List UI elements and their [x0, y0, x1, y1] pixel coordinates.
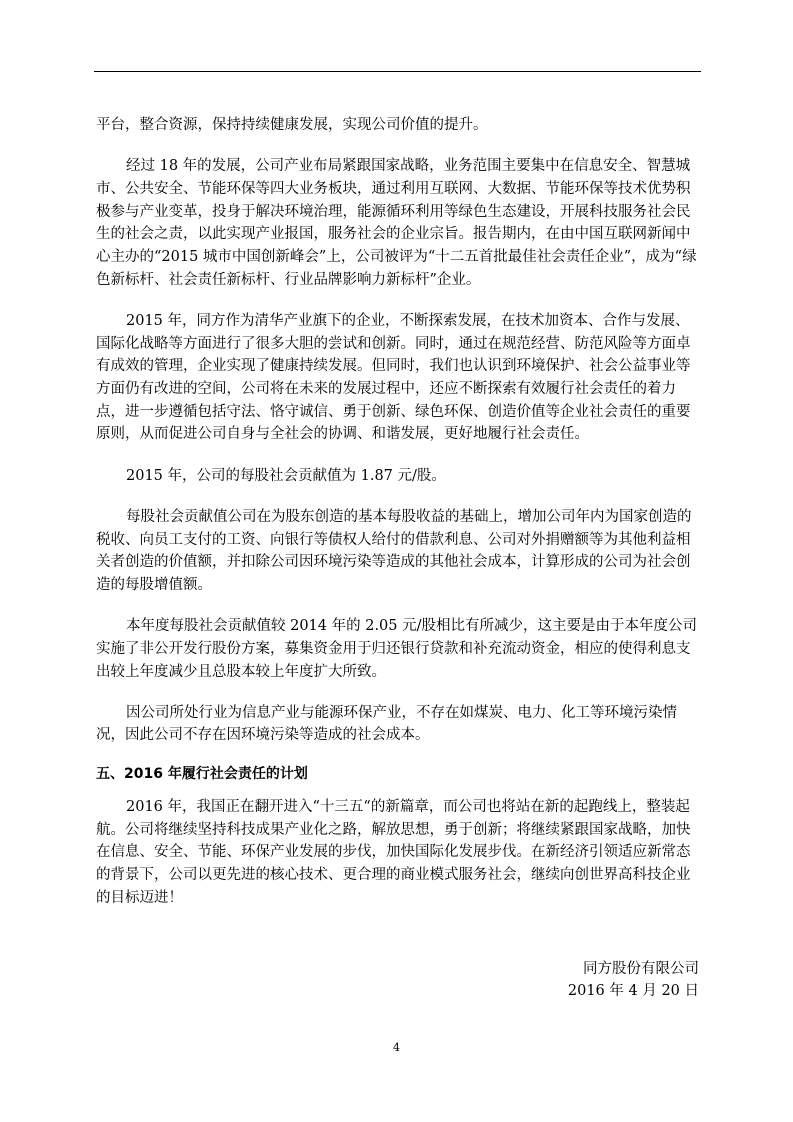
- paragraph-continuation: 平台，整合资源，保持持续健康发展，实现公司价值的提升。: [96, 117, 488, 133]
- signature-block: [568, 958, 699, 1002]
- paragraph-2016-plan: 2016 年，我国正在翻开进入“十三五“的新篇章，而公司也将站在新的起跑线上，整装起航。公司将继续坚持科技成果产业化之路，解放思想，勇于创新；将继续紧跟国家战略，加快在信息、安全、节能、环保产业发展的步伐，加快国际化发展步伐。在新经济引领适应新常态的背景下，公司以更先进的核心技术、更合理的商业模式服务社会，继续向创世界高科技企业的目标迈进！: [96, 798, 691, 906]
- body-content: [96, 114, 699, 909]
- paragraph-development: 经过 18 年的发展，公司产业布局紧跟国家战略，业务范围主要集中在信息安全、智慧城市、公共安全、节能环保等四大业务板块，通过利用互联网、大数据、节能环保等技术优势积极参与产业变革，投身于解决环境治理，能源循环利用等绿色生态建设，开展科技服务社会民生的社会之责，以此实现产业报国，服务社会的企业宗旨。报告期内，在由中国互联网新闻中心主办的“2015 城市中国创新峰会”上，公司被评为“十二五首批最佳社会责任企业”，成为“绿色新标杆、社会责任新标杆、行业品牌影响力新标杆”企业。: [96, 158, 697, 288]
- header-rule: [94, 71, 701, 72]
- paragraph-contribution-value: 2015 年，公司的每股社会贡献值为 1.87 元/股。: [126, 467, 446, 484]
- page-number: 4: [393, 1041, 400, 1054]
- signature-date: 2016 年 4 月 20 日: [567, 983, 699, 999]
- signature-company: 同方股份有限公司: [583, 961, 699, 977]
- paragraph-2015-review: 2015 年，同方作为清华产业旗下的企业，不断探索发展，在技术加资本、合作与发展、国际化战略等方面进行了很多大胆的尝试和创新。同时，通过在规范经营、防范风险等方面卓有成效的管理，企业实现了健康持续发展。但同时，我们也认识到环境保护、社会公益事业等方面仍有改进的空间，公司将在未来的发展过程中，还应不断探索有效履行社会责任的着力点，进一步遵循包括守法、恪守诚信、勇于创新、绿色环保、创造价值等企业社会责任的重要原则，从而促进公司自身与全社会的协调、和谐发展，更好地履行社会责任。: [96, 312, 691, 443]
- paragraph-contribution-definition: 每股社会贡献值公司在为股东创造的基本每股收益的基础上，增加公司年内为国家创造的税收、向员工支付的工资、向银行等债权人给付的借款利息、公司对外捐赠额等为其他利益相关者创造的价值额，并扣除公司因环境污染等造成的其他社会成本，计算形成的公司为社会创造的每股增值额。: [96, 508, 692, 593]
- paragraph-year-comparison: 本年度每股社会贡献值较 2014 年的 2.05 元/股相比有所减少，这主要是由于本年度公司实施了非公开发行股份方案，募集资金用于归还银行贷款和补充流动资金，相应的使得利息支出较上年度减少且总股本较上年度扩大所致。: [96, 618, 698, 680]
- paragraph-environment: 因公司所处行业为信息产业与能源环保产业，不存在如煤炭、电力、化工等环境污染情况，因此公司不存在因环境污染等造成的社会成本。: [96, 704, 677, 744]
- section-heading: 五、2016 年履行社会责任的计划: [96, 766, 308, 783]
